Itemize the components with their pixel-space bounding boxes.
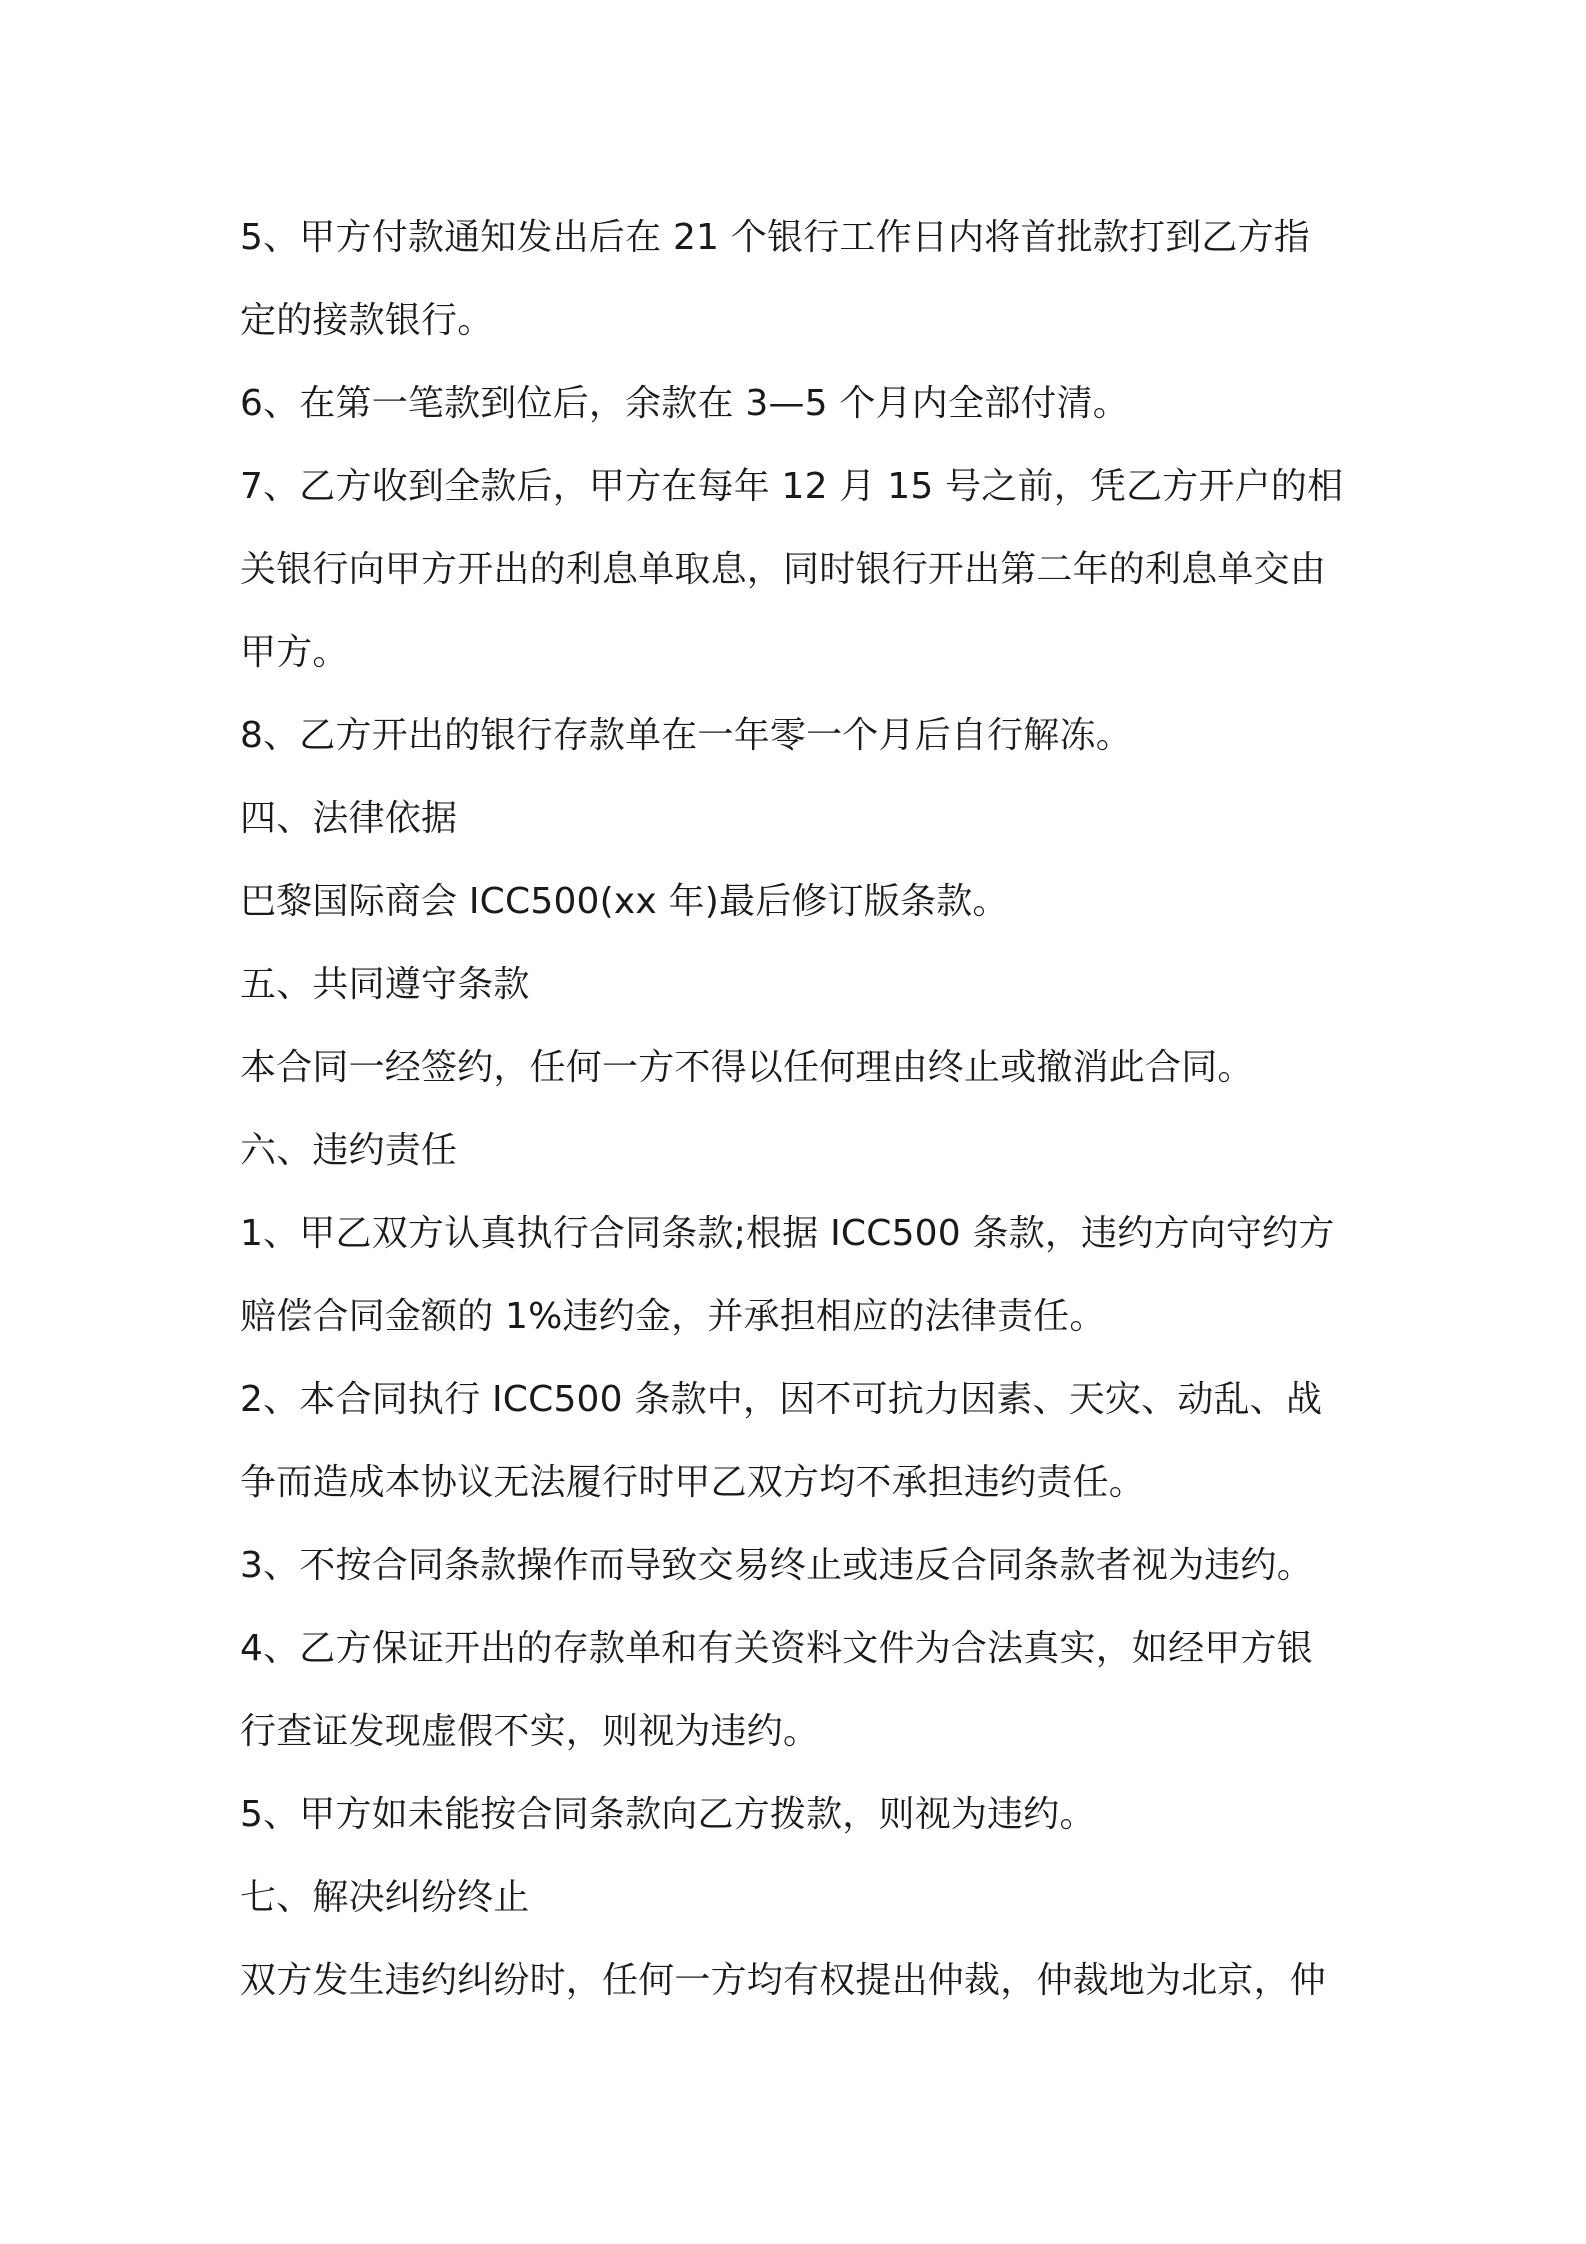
section-heading: 五、共同遵守条款 — [240, 964, 530, 1005]
text-line: 4、乙方保证开出的存款单和有关资料文件为合法真实，如经甲方银 — [240, 1628, 1313, 1669]
text-line: 5、甲方付款通知发出后在 21 个银行工作日内将首批款打到乙方指 — [240, 217, 1310, 258]
text-line: 定的接款银行。 — [240, 300, 494, 341]
text-line: 8、乙方开出的银行存款单在一年零一个月后自行解冻。 — [240, 715, 1132, 756]
text-line: 关银行向甲方开出的利息单取息，同时银行开出第二年的利息单交由 — [240, 549, 1327, 590]
section-heading: 七、解决纠纷终止 — [240, 1877, 530, 1918]
section-heading: 六、违约责任 — [240, 1130, 458, 1171]
text-line: 赔偿合同金额的 1%违约金，并承担相应的法律责任。 — [240, 1296, 1106, 1337]
text-line: 巴黎国际商会 ICC500(xx 年)最后修订版条款。 — [240, 881, 1009, 922]
text-line: 5、甲方如未能按合同条款向乙方拨款，则视为违约。 — [240, 1794, 1096, 1835]
text-line: 1、甲乙双方认真执行合同条款;根据 ICC500 条款，违约方向守约方 — [240, 1213, 1335, 1254]
text-line: 7、乙方收到全款后，甲方在每年 12 月 15 号之前，凭乙方开户的相 — [240, 466, 1344, 507]
text-line: 甲方。 — [240, 632, 349, 673]
text-line: 6、在第一笔款到位后，余款在 3—5 个月内全部付清。 — [240, 383, 1129, 424]
text-line: 争而造成本协议无法履行时甲乙双方均不承担违约责任。 — [240, 1462, 1146, 1503]
document-body — [240, 196, 1360, 2022]
text-line: 本合同一经签约，任何一方不得以任何理由终止或撤消此合同。 — [240, 1047, 1254, 1088]
text-line: 3、不按合同条款操作而导致交易终止或违反合同条款者视为违约。 — [240, 1545, 1313, 1586]
section-heading: 四、法律依据 — [240, 798, 458, 839]
text-line: 2、本合同执行 ICC500 条款中，因不可抗力因素、天灾、动乱、战 — [240, 1379, 1323, 1420]
text-line: 双方发生违约纠纷时，任何一方均有权提出仲裁，仲裁地为北京，仲 — [240, 1960, 1327, 2001]
text-line: 行查证发现虚假不实，则视为违约。 — [240, 1711, 820, 1752]
